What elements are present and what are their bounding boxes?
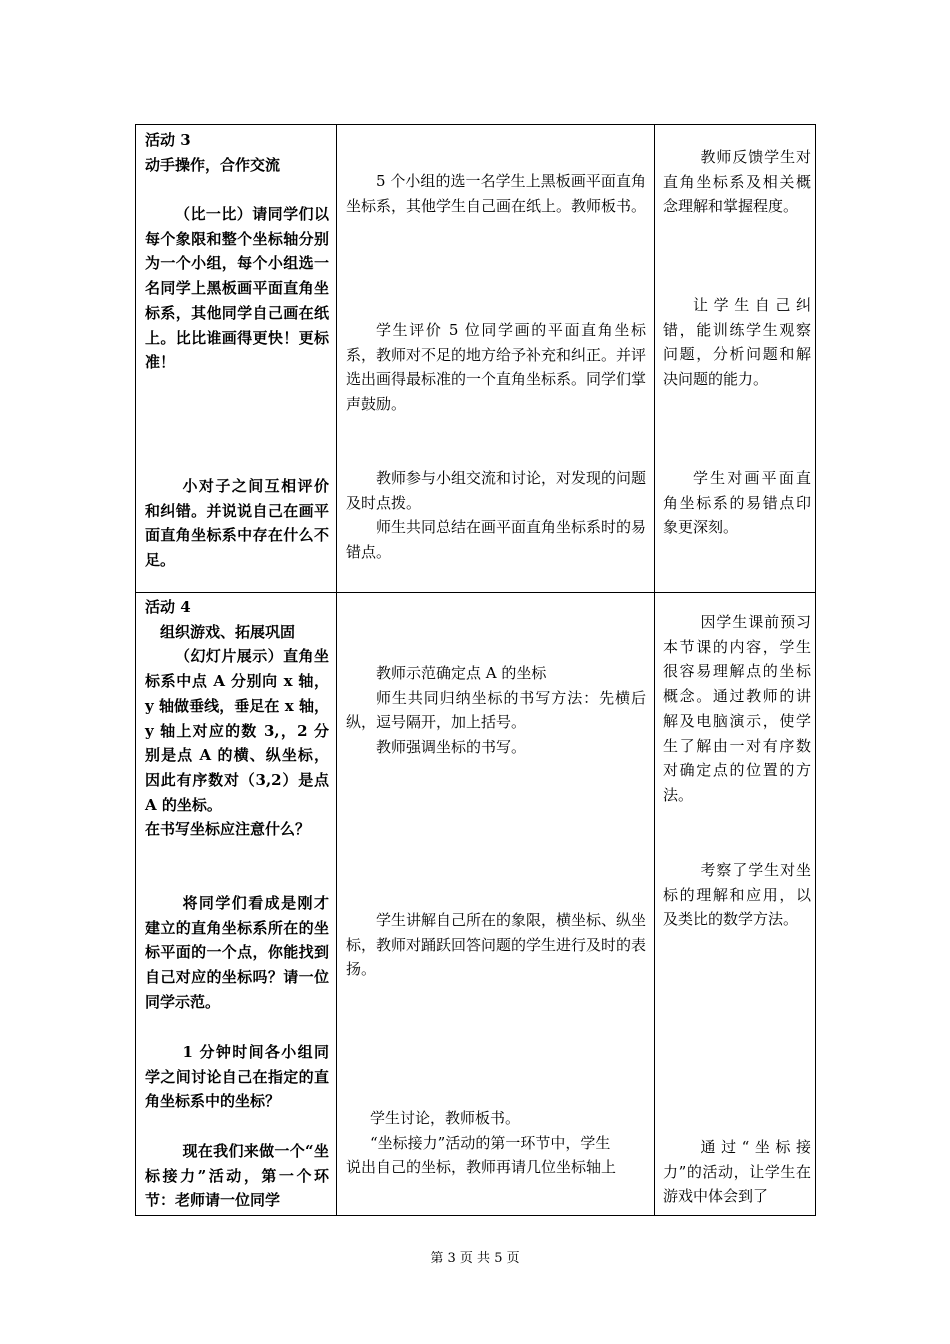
column-divider [654,125,655,1215]
activity3-intent-2: 让学生自己纠错，能训练学生观察问题，分析问题和解决问题的能力。 [663,296,811,389]
column-divider [336,125,337,1215]
activity3-teacher-action-2: 学生评价 5 位同学画的平面直角坐标系，教师对不足的地方给予补充和纠正。并评选出画得最标准的一个直角坐标系。同学们掌声鼓励。 [346,321,647,414]
activity4-teacher-action-2: 学生讲解自己所在的象限，横坐标、纵坐标，教师对踊跃回答问题的学生进行及时的表扬。 [346,911,647,979]
activity4-teacher-action-1: 教师示范确定点 A 的坐标 师生共同归纳坐标的书写方法：先横后纵，逗号隔开，加上括号。 教师强调坐标的书写。 [346,664,646,757]
activity4-intent-2: 考察了学生对坐标的理解和应用，以及类比的数学方法。 [663,861,811,929]
activity4-left-cell [145,595,329,842]
activity3-subheading: 动手操作，合作交流 [145,155,281,174]
activity3-peer-review: 小对子之间互相评价和纠错。并说说自己在画平面直角坐标系中存在什么不足。 [145,477,329,570]
lesson-plan-table [135,124,816,1216]
activity3-left-cell [145,128,329,177]
activity3-teacher-action-3: 教师参与小组交流和讨论，对发现的问题及时点拨。 师生共同总结在画平面直角坐标系时的易错点。 [346,469,647,562]
activity4-heading: 活动 4 [145,598,191,616]
activity3-teacher-action-1: 5 个小组的选一名学生上黑板画平面直角坐标系，其他学生自己画在纸上。教师板书。 [346,172,647,215]
activity4-subheading: 组织游戏、拓展巩固 [160,622,296,641]
page-number-footer: 第 3 页 共 5 页 [430,1251,520,1266]
activity3-intent-1: 教师反馈学生对直角坐标系及相关概念理解和掌握程度。 [663,148,811,216]
activity4-intent-3: 通过“坐标接力”的活动，让学生在游戏中体会到了 [663,1138,811,1206]
activity3-heading: 活动 3 [145,131,191,149]
activity4-question: 在书写坐标应注意什么？ [145,820,311,839]
activity4-teacher-action-3: 学生讨论，教师板书。 “坐标接力”活动的第一环节中，学生 说出自己的坐标，教师再请几位坐标轴上 [346,1109,617,1177]
activity4-intent-1: 因学生课前预习本节课的内容，学生很容易理解点的坐标概念。通过教师的讲解及电脑演示，使学生了解由一对有序数对确定点的位置的方法。 [663,613,811,804]
activity3-intent-3: 学生对画平面直角坐标系的易错点印象更深刻。 [663,469,811,537]
row-divider [136,592,815,593]
activity4-coordinate-relay: 现在我们来做一个“坐标接力”活动，第一个环节：老师请一位同学 [145,1142,329,1210]
activity4-group-discussion: 1 分钟时间各小组同学之间讨论自己在指定的直角坐标系中的坐标？ [145,1043,329,1111]
activity4-slide-text: （幻灯片展示）直角坐标系中点 A 分别向 x 轴，y 轴做垂线，垂足在 x 轴，y 轴上对应的数 3,，2 分别是点 A 的横、纵坐标，因此有序数对（3,2）是点 A 的坐标。 [145,647,329,814]
activity3-task: （比一比）请同学们以每个象限和整个坐标轴分别为一个小组，每个小组选一名同学上黑板画平面直角坐标系，其他同学自己画在纸上。比比谁画得更快！更标准！ [145,205,329,372]
activity4-find-coordinate: 将同学们看成是刚才建立的直角坐标系所在的坐标平面的一个点，你能找到自己对应的坐标吗？请一位同学示范。 [145,894,329,1011]
